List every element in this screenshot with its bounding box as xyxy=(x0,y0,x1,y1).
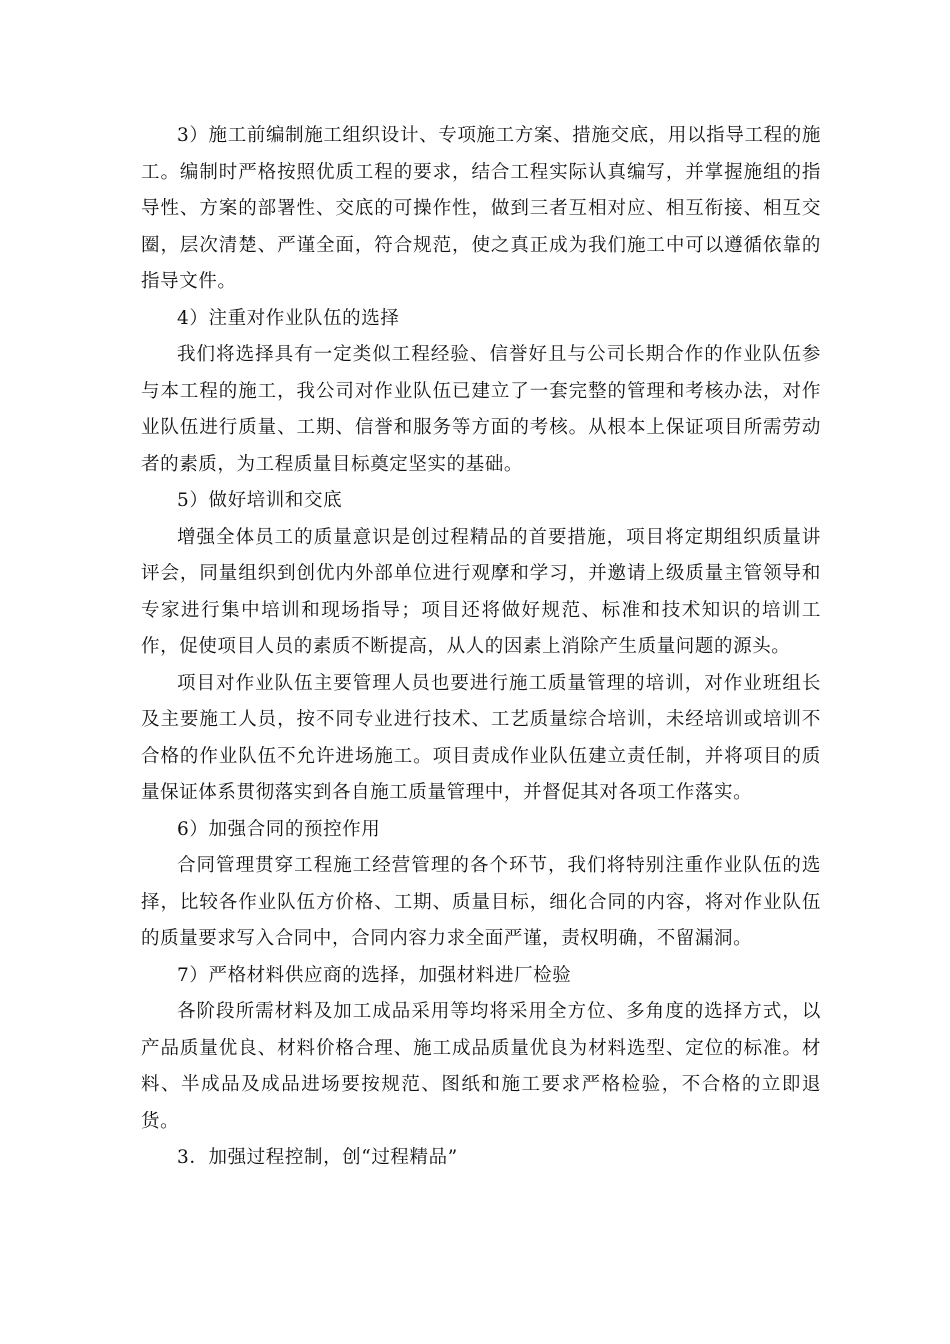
paragraph-contract-management: 合同管理贯穿工程施工经营管理的各个环节，我们将特别注重作业队伍的选择，比较各作业队伍方价格、工期、质量目标，细化合同的内容，将对作业队伍的质量要求写入合同中，合同内容力求全面严谨，责权明确，不留漏洞。 xyxy=(141,855,821,949)
document-body xyxy=(141,118,821,1177)
heading-item-7-material-suppliers: 7）严格材料供应商的选择，加强材料进厂检验 xyxy=(177,964,572,986)
heading-item-4-team-selection: 4）注重对作业队伍的选择 xyxy=(177,307,400,329)
paragraph-quality-awareness: 增强全体员工的质量意识是创过程精品的首要措施，项目将定期组织质量讲评会，同量组织到创优内外部单位进行观摩和学习，并邀请上级质量主管领导和专家进行集中培训和现场指导；项目还将做好规范、标准和技术知识的培训工作，促使项目人员的素质不断提高，从人的因素上消除产生质量问题的源头。 xyxy=(141,526,821,657)
paragraph-material-inspection: 各阶段所需材料及加工成品采用等均将采用全方位、多角度的选择方式，以产品质量优良、材料价格合理、施工成品质量优良为材料选型、定位的标准。材料、半成品及成品进场要按规范、图纸和施工要求严格检验，不合格的立即退货。 xyxy=(141,1001,821,1132)
heading-section-3-process-control: 3．加强过程控制，创“过程精品” xyxy=(177,1147,458,1168)
heading-item-5-training: 5）做好培训和交底 xyxy=(177,490,343,511)
paragraph-management-training: 项目对作业队伍主要管理人员也要进行施工质量管理的培训，对作业班组长及主要施工人员，按不同专业进行技术、工艺质量综合培训，未经培训或培训不合格的作业队伍不允许进场施工。项目责成作业队伍建立责任制，并将项目的质量保证体系贯彻落实到各自施工质量管理中，并督促其对各项工作落实。 xyxy=(141,672,821,803)
paragraph-team-selection: 我们将选择具有一定类似工程经验、信誉好且与公司长期合作的作业队伍参与本工程的施工，我公司对作业队伍已建立了一套完整的管理和考核办法，对作业队伍进行质量、工期、信誉和服务等方面的考核。从根本上保证项目所需劳动者的素质，为工程质量目标奠定坚实的基础。 xyxy=(141,344,821,475)
paragraph-item-3-construction-plans: 3）施工前编制施工组织设计、专项施工方案、措施交底，用以指导工程的施工。编制时严格按照优质工程的要求，结合工程实际认真编写，并掌握施组的指导性、方案的部署性、交底的可操作性，做到三者互相对应、相互衔接、相互交圈，层次清楚、严谨全面，符合规范，使之真正成为我们施工中可以遵循依靠的指导文件。 xyxy=(141,125,821,292)
heading-item-6-contract-control: 6）加强合同的预控作用 xyxy=(177,818,381,840)
